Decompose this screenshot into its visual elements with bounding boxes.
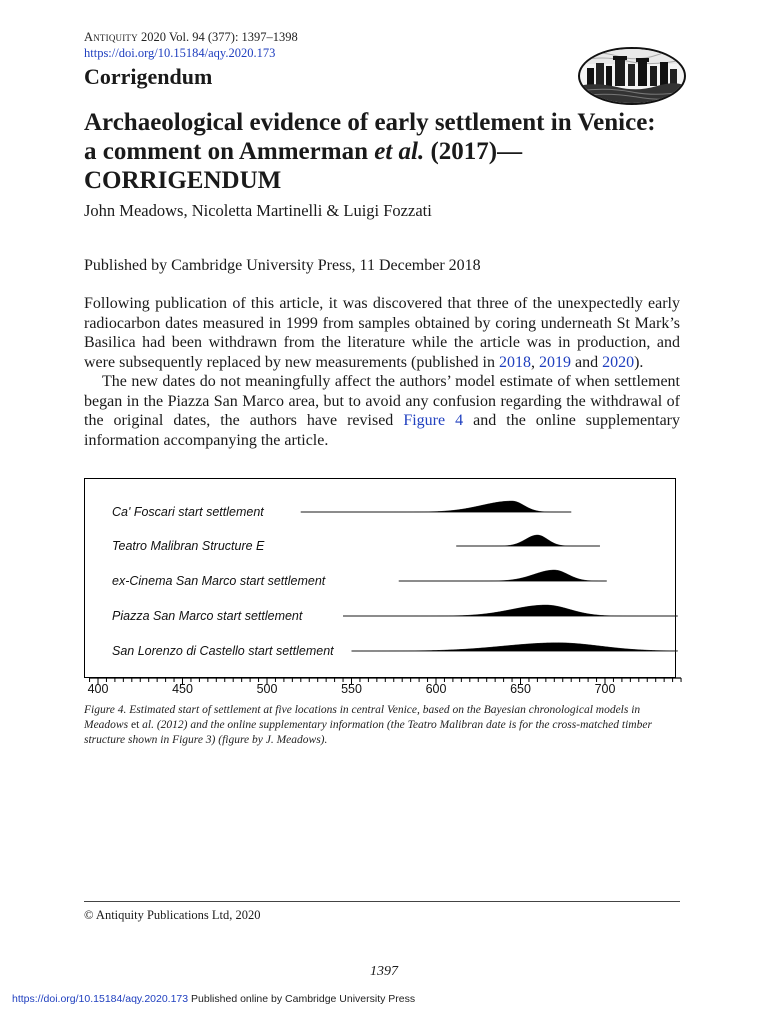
distribution-ex-cinema-san-marco-start-settlement — [399, 570, 607, 581]
distribution-san-lorenzo-di-castello-start-settlement — [352, 643, 678, 651]
paragraph-2-text: The new dates do not meaningfully affect the authors’ model estimate of when settlement began in the Piazza San Marco area, but to avoid any confusion regarding the withdrawal of the original dates, the authors have revised — [84, 373, 680, 429]
doi-line — [84, 46, 275, 61]
title-year: (2017)— — [424, 138, 523, 165]
title-line-3: CORRIGENDUM — [84, 167, 282, 194]
author-list: John Meadows, Nicoletta Martinelli & Luigi Fozzati — [84, 201, 432, 220]
antiquity-logo-icon — [577, 46, 687, 106]
tick-label-450: 450 — [172, 682, 193, 696]
figure-caption — [84, 703, 680, 748]
paragraph-1 — [84, 294, 680, 372]
link-2019[interactable]: 2019 — [538, 353, 571, 371]
figure-4 — [84, 478, 682, 700]
distribution-ca-foscari-start-settlement — [301, 501, 571, 512]
link-2018[interactable]: 2018 — [498, 353, 531, 371]
series-label-ca-foscari-start-settlement: Ca' Foscari start settlement — [112, 505, 264, 519]
bottom-doi-link[interactable]: https://doi.org/10.15184/aqy.2020.173 — [12, 993, 189, 1005]
article-body — [84, 294, 680, 450]
title-line-1: Archaeological evidence of early settlement in Venice: — [84, 109, 656, 136]
series-label-piazza-san-marco-start-settlement: Piazza San Marco start settlement — [112, 609, 303, 623]
paragraph-2 — [84, 372, 680, 450]
article-title — [84, 108, 704, 195]
bottom-text: Published online by Cambridge University Press — [188, 993, 416, 1005]
link-2020[interactable]: 2020 — [602, 353, 635, 371]
tick-label-550: 550 — [341, 682, 362, 696]
footer-divider — [84, 901, 680, 902]
tick-label-600: 600 — [425, 682, 447, 696]
citation-text: 2020 Vol. 94 (377): 1397–1398 — [140, 30, 298, 44]
paragraph-2-end: and the online supplementary information accompanying the article. — [84, 412, 681, 449]
title-line-2: a comment on Ammerman — [84, 138, 368, 165]
tick-label-500: 500 — [256, 682, 278, 696]
copyright-notice: © Antiquity Publications Ltd, 2020 — [84, 908, 261, 922]
page-number: 1397 — [370, 964, 398, 979]
paragraph-1-end: ). — [634, 353, 644, 371]
caption-part-1: Figure 4. Estimated start of settlement at five locations in central Venice, based on the Bayesian chronological models in Meadows — [84, 704, 641, 731]
tick-label-700: 700 — [594, 682, 616, 696]
distribution-teatro-malibran-structure-e — [456, 535, 600, 546]
title-etal: et al. — [374, 138, 425, 165]
settlement-chart — [84, 478, 682, 700]
series-label-teatro-malibran-structure-e: Teatro Malibran Structure E — [112, 539, 265, 553]
paragraph-1-text: Following publication of this article, it was discovered that three of the unexpectedly early radiocarbon dates measured in 1999 from samples obtained by coring underneath St Mark’s Basilica had been withdrawn from the literature while the article was in production, and were subsequently replaced by new measurements (published in — [84, 295, 680, 371]
series-label-san-lorenzo-di-castello-start-settlement: San Lorenzo di Castello start settlement — [112, 644, 334, 658]
series-label-ex-cinema-san-marco-start-settlement: ex-Cinema San Marco start settlement — [112, 574, 326, 588]
tick-label-650: 650 — [510, 682, 531, 696]
journal-name: Antiquity — [84, 30, 138, 44]
publication-note: Published by Cambridge University Press, 11 December 2018 — [84, 257, 481, 274]
caption-part-2: al. (2012) and the online supplementary information (the Teatro Malibran date is for the cross-matched timber structure shown in Figure 3) (figure by J. Meadows). — [84, 719, 652, 746]
figure-4-link[interactable]: Figure 4 — [403, 412, 464, 429]
sep-2: and — [570, 353, 603, 371]
journal-citation — [84, 30, 298, 45]
tick-label-400: 400 — [87, 682, 109, 696]
caption-etal: et — [130, 719, 140, 731]
distribution-piazza-san-marco-start-settlement — [343, 605, 678, 616]
doi-link[interactable]: https://doi.org/10.15184/aqy.2020.173 — [84, 46, 276, 60]
online-publication-line — [12, 993, 415, 1006]
section-heading: Corrigendum — [84, 64, 213, 89]
sep-1: , — [530, 353, 539, 371]
